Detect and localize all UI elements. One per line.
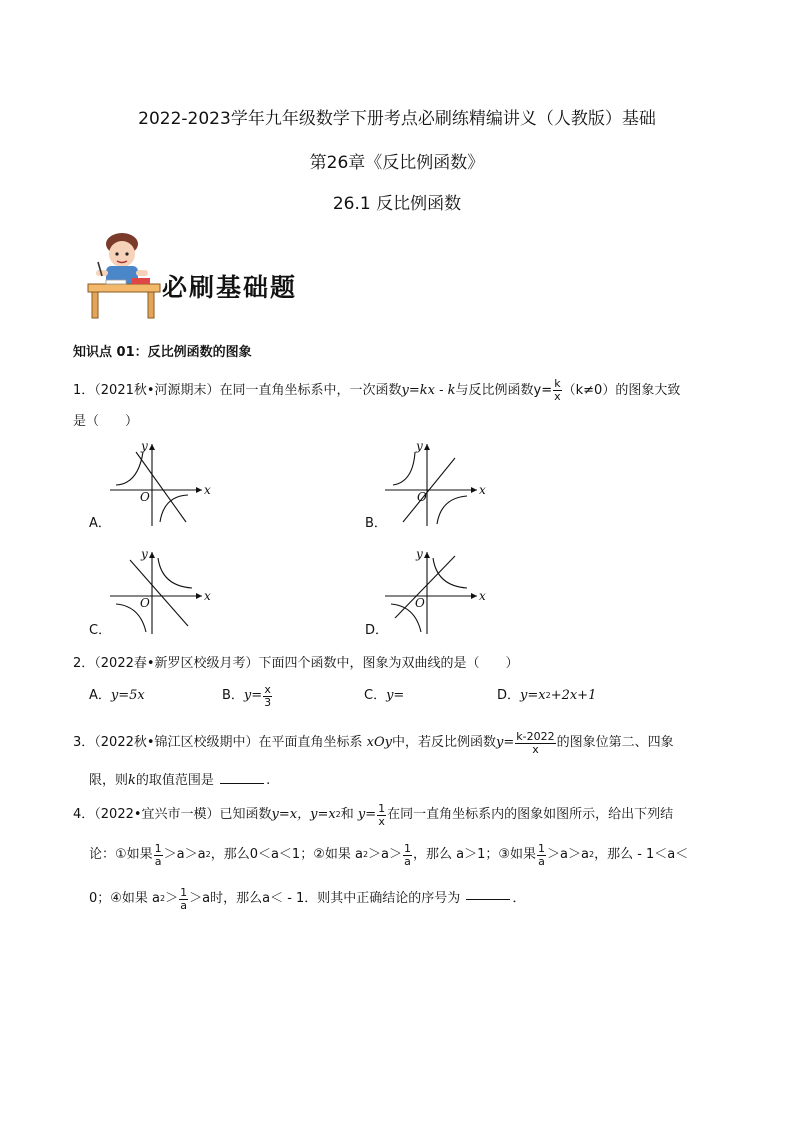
q1-option-b[interactable]: B．	[365, 516, 387, 531]
q3-fraction	[515, 731, 555, 756]
q4-frac-3-num: 1	[538, 841, 546, 855]
knowledge-point-number: 01	[116, 345, 135, 360]
q3-line1	[73, 726, 674, 760]
q3-line2-pre: 限，则	[89, 773, 129, 788]
q2-d-sup: 2	[545, 691, 551, 700]
q4-stem: 4．（2022•宜兴市一模）已知函数	[73, 807, 272, 822]
q1-option-c[interactable]: C．	[89, 623, 112, 638]
q3-stem: 3．（2022秋•锦江区校级期中）在平面直角坐标系	[73, 735, 363, 750]
q1-y: y=	[533, 383, 553, 398]
q3-k: k	[128, 773, 136, 788]
q4-frac-2-den: a	[404, 854, 411, 868]
q4-frac-2-num: 1	[404, 841, 412, 855]
chapter-title: 第26章《反比例函数》	[309, 153, 485, 173]
q1-option-a[interactable]: A．	[89, 516, 111, 531]
q4-l2-f-sup: 2	[588, 850, 595, 859]
q4-and: 和	[340, 807, 354, 822]
q4-l3-b: ＞	[165, 891, 179, 906]
q1-frac-num: k	[554, 377, 561, 390]
q1-graph-b	[383, 438, 493, 528]
q2-d-pre: y=x	[520, 688, 546, 703]
q2-c-label: C．	[364, 688, 387, 703]
q4-frac-1	[154, 843, 163, 868]
q4-l2-a: 论：①如果	[89, 847, 153, 862]
q4-l3-end: ．	[512, 891, 526, 906]
q3-answer-blank[interactable]	[220, 783, 264, 784]
q4-frac-1-den: a	[154, 854, 162, 868]
q2-c-value: y=	[386, 688, 405, 703]
q4-line1	[73, 798, 673, 832]
knowledge-point-prefix: 知识点	[73, 345, 113, 360]
q3-line2: 限，则k的取值范围是 .	[89, 773, 271, 788]
q4-l2-f: ＞a＞a	[547, 847, 589, 862]
q2-b-y: y=	[243, 688, 263, 703]
document-title: 2022-2023学年九年级数学下册考点必刷练精编讲义（人教版）基础	[138, 109, 656, 129]
q1-line1	[73, 378, 680, 403]
q2-a-value: y=5x	[110, 688, 145, 703]
q2-b-num: x	[264, 682, 271, 696]
q4-frac-2	[403, 843, 412, 868]
q3-frac-den: x	[532, 742, 539, 756]
knowledge-point-label: ：反比例函数的图象	[134, 345, 252, 360]
q2-option-b[interactable]	[222, 680, 273, 712]
q1-d-origin: O	[415, 596, 425, 610]
q1-b-origin: O	[417, 490, 427, 504]
q4-frac-4	[179, 887, 188, 912]
q4-y: y=	[357, 807, 377, 822]
q4-frac-1-num: 1	[154, 841, 162, 855]
q1-b-axis-y: y	[416, 439, 423, 453]
q4-l2-b-sup: 2	[205, 850, 211, 859]
q4-l3-a: 0；④如果 a	[89, 891, 161, 906]
q2-stem: 2．（2022春•新罗区校级月考）下面四个函数中，图象为双曲线的是（ ）	[73, 656, 519, 671]
q4-l2-c: ，那么0＜a＜1；②如果 a	[210, 847, 363, 862]
q4-l3-c: ＞a时，那么a＜ - 1．则其中正确结论的序号为	[189, 891, 461, 906]
q4-frac-3	[537, 843, 546, 868]
q2-b-label: B．	[222, 688, 244, 703]
q1-fraction	[553, 378, 562, 403]
banner	[86, 230, 306, 320]
q4-l2-g: ，那么 - 1＜a＜	[594, 847, 689, 862]
q4-frac-den: x	[378, 814, 385, 828]
student-desk-illustration	[86, 230, 166, 320]
q4-frac-num: 1	[378, 801, 386, 815]
q1-frac-den: x	[554, 390, 561, 403]
q2-option-a[interactable]	[89, 680, 145, 712]
q1-option-d[interactable]: D．	[365, 623, 389, 638]
q1-c-origin: O	[140, 596, 150, 610]
banner-label: 必刷基础题	[162, 273, 298, 302]
q1-c-axis-y: y	[141, 547, 148, 561]
q4-post: 在同一直角坐标系内的图象如图所示，给出下列结	[387, 807, 674, 822]
q4-line3	[89, 882, 525, 916]
q2-option-c[interactable]	[364, 680, 404, 712]
q1-post: （k≠0）的图象大致	[562, 383, 681, 398]
q3-frac-num: k-2022	[516, 729, 555, 743]
q4-answer-blank[interactable]	[466, 899, 510, 900]
q4-line2	[89, 838, 688, 872]
section-title: 26.1 反比例函数	[332, 194, 462, 214]
q1-graph-d	[383, 546, 493, 636]
q4-l2-b: ＞a＞a	[163, 847, 206, 862]
q3-mid: 中，若反比例函数	[392, 735, 497, 750]
q2-b-den: 3	[264, 695, 272, 709]
q4-l2-e: ，那么 a＞1；③如果	[413, 847, 537, 862]
q1-stem: 1．（2021秋•河源期末）在同一直角坐标系中，一次函数	[73, 383, 402, 398]
q4-frac-3-den: a	[538, 854, 545, 868]
q1-graph-c	[108, 546, 218, 636]
q1-a-axis-x: x	[204, 483, 211, 497]
q2-option-d[interactable]	[497, 680, 596, 712]
q4-frac-4-num: 1	[180, 885, 188, 899]
q3-y: y=	[496, 735, 515, 750]
q1-line2: 是（ ）	[73, 414, 139, 429]
q4-fraction	[377, 803, 386, 828]
q4-f1-sup: 2	[335, 810, 341, 819]
q1-graph-a	[108, 438, 218, 528]
q1-a-axis-y: y	[141, 439, 148, 453]
q3-post: 的图象位第二、四象	[556, 735, 674, 750]
q4-l3-a-sup: 2	[160, 894, 166, 903]
q1-d-axis-x: x	[479, 589, 486, 603]
q3-system: xOy	[366, 735, 393, 750]
q1-mid: 与反比例函数	[455, 383, 534, 398]
q4-f1: y=x，y=x	[271, 807, 336, 822]
q4-l2-c-sup: 2	[362, 850, 369, 859]
q1-b-axis-x: x	[479, 483, 486, 497]
q2-a-label: A．	[89, 688, 111, 703]
q1-c-axis-x: x	[204, 589, 211, 603]
q4-l2-d: ＞a＞	[368, 847, 403, 862]
q3-line2-post: 的取值范围是	[135, 773, 214, 788]
q2-d-post: +2x+1	[550, 688, 597, 703]
q4-frac-4-den: a	[180, 898, 188, 912]
q1-linear-fn: y=kx - k	[401, 383, 456, 398]
q2-d-label: D．	[497, 688, 521, 703]
q2-b-fraction	[263, 684, 272, 709]
q1-a-origin: O	[140, 490, 150, 504]
knowledge-point-heading	[73, 341, 252, 360]
q1-d-axis-y: y	[416, 547, 423, 561]
